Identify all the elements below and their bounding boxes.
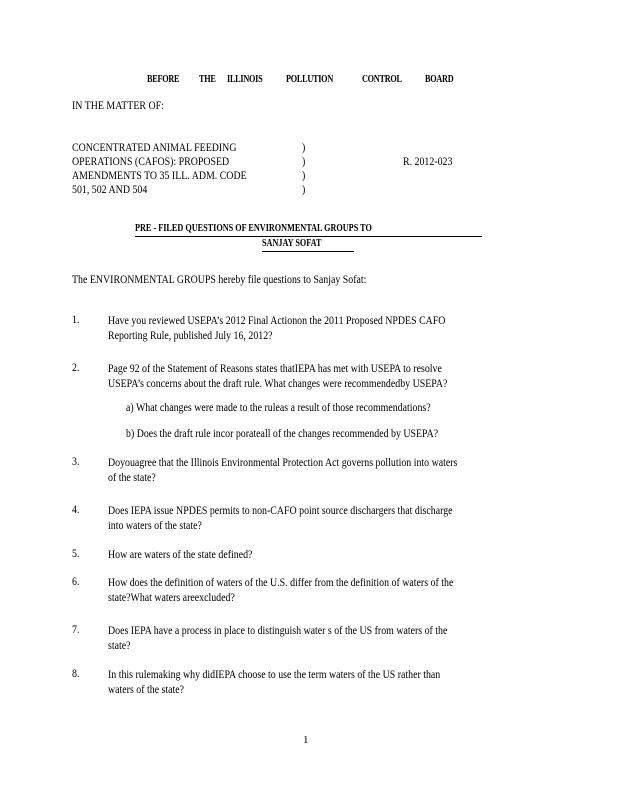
subquestion-a: a) What changes were made to the ruleas a result of those recommendations? [126, 402, 431, 414]
caption-line: AMENDMENTS TO 35 ILL. ADM. CODE [72, 170, 247, 182]
caption-paren: ) [302, 170, 306, 182]
question-text: into waters of the state? [108, 520, 202, 532]
caption-paren: ) [302, 142, 306, 154]
question-number: 3. [72, 456, 80, 468]
question-text: Does IEPA have a process in place to distinguish water s of the US from waters of the [108, 625, 448, 637]
document-title-line1: PRE - FILED QUESTIONS OF ENVIRONMENTAL GROUPS TO [135, 223, 372, 234]
question-text: Page 92 of the Statement of Reasons states thatIEPA has met with USEPA to resolve [108, 363, 442, 375]
question-text: Does IEPA issue NPDES permits to non-CAFO point source dischargers that discharge [108, 505, 453, 517]
question-text: How does the definition of waters of the U.S. differ from the definition of waters of the [108, 577, 454, 589]
header-word: CONTROL [362, 74, 402, 85]
page-number: 1 [303, 734, 309, 746]
question-text: state?What waters areexcluded? [108, 592, 235, 604]
caption-line: OPERATIONS (CAFOS): PROPOSED [72, 156, 230, 168]
question-number: 4. [72, 504, 80, 516]
caption-line: 501, 502 AND 504 [72, 184, 148, 196]
question-number: 8. [72, 668, 80, 680]
header-word: BOARD [425, 74, 454, 85]
question-text: Reporting Rule, published July 16, 2012? [108, 330, 273, 342]
question-text: How are waters of the state defined? [108, 549, 253, 561]
title-underline [262, 251, 354, 252]
header-word: ILLINOIS [227, 74, 263, 85]
question-number: 1. [72, 314, 80, 326]
title-underline [135, 236, 482, 237]
docket-number: R. 2012-023 [403, 156, 453, 168]
question-number: 6. [72, 576, 80, 588]
intro-text: The ENVIRONMENTAL GROUPS hereby file questions to Sanjay Sofat: [72, 274, 367, 286]
question-text: waters of the state? [108, 684, 185, 696]
question-text: USEPA’s concerns about the draft rule. What changes were recommendedby USEPA? [108, 378, 448, 390]
question-number: 7. [72, 624, 80, 636]
question-text: of the state? [108, 472, 156, 484]
header-word: THE [199, 74, 216, 85]
question-number: 5. [72, 548, 80, 560]
header-word: BEFORE [147, 74, 180, 85]
question-text: Have you reviewed USEPA’s 2012 Final Actionon the 2011 Proposed NPDES CAFO [108, 315, 446, 327]
question-text: In this rulemaking why didIEPA choose to use the term waters of the US rather than [108, 669, 441, 681]
question-number: 2. [72, 362, 80, 374]
caption-line: CONCENTRATED ANIMAL FEEDING [72, 142, 237, 154]
subquestion-b: b) Does the draft rule incor porateall of the changes recommended by USEPA? [126, 428, 439, 440]
header-word: POLLUTION [286, 74, 333, 85]
question-text: Doyouagree that the Illinois Environmental Protection Act governs pollution into waters [108, 457, 458, 469]
in-the-matter: IN THE MATTER OF: [72, 100, 164, 112]
question-text: state? [108, 640, 131, 652]
document-title-line2: SANJAY SOFAT [262, 238, 322, 249]
caption-paren: ) [302, 184, 306, 196]
caption-paren: ) [302, 156, 306, 168]
